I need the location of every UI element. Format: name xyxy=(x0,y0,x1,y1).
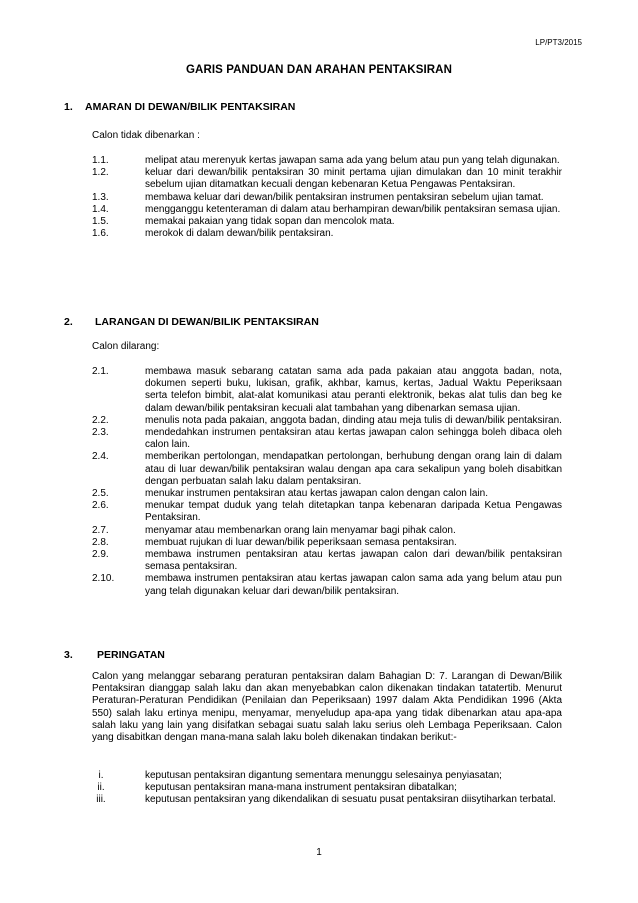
item-text: membuat rujukan di luar dewan/bilik peperiksaan semasa pentaksiran. xyxy=(145,536,457,548)
list-item xyxy=(92,537,562,549)
item-number: 1.1. xyxy=(92,155,109,166)
item-text: keputusan pentaksiran mana-mana instrument pentaksiran dibatalkan; xyxy=(145,782,457,794)
list-item xyxy=(92,415,562,427)
item-number: 2.10. xyxy=(92,573,115,585)
item-number: 2.6. xyxy=(92,500,109,512)
item-text: mengganggu ketenteraman di dalam atau berhampiran dewan/bilik pentaksiran semasa ujian. xyxy=(145,203,561,215)
list-item xyxy=(92,525,562,537)
item-number: ii. xyxy=(97,782,105,794)
section-number: 2. xyxy=(64,316,73,328)
item-number: 1.6. xyxy=(92,228,109,240)
section-title: LARANGAN DI DEWAN/BILIK PENTAKSIRAN xyxy=(95,316,319,328)
item-number: 2.9. xyxy=(92,549,109,561)
item-number: 1.4. xyxy=(92,203,109,215)
list-item xyxy=(92,228,562,240)
item-text: menukar instrumen pentaksiran atau kertas jawapan calon dengan calon lain. xyxy=(145,488,488,500)
section-title: PERINGATAN xyxy=(97,649,165,661)
section-2-intro: Calon dilarang: xyxy=(92,341,160,352)
item-number: 1.5. xyxy=(92,216,109,228)
section-1-list xyxy=(92,155,562,240)
item-text: menyamar atau membenarkan orang lain menyamar bagi pihak calon. xyxy=(145,524,456,536)
section-title: AMARAN DI DEWAN/BILIK PENTAKSIRAN xyxy=(85,101,296,113)
item-text: menulis nota pada pakaian, anggota badan, dinding atau meja tulis di dewan/bilik pentaksiran. xyxy=(145,414,562,426)
item-text: membawa instrumen pentaksiran atau kertas jawapan calon dari dewan/bilik pentaksiran semasa pentaksiran. xyxy=(145,549,562,573)
list-item xyxy=(92,204,562,216)
list-item xyxy=(92,488,562,500)
item-number: 1.2. xyxy=(92,167,109,179)
item-number: 2.5. xyxy=(92,488,109,500)
item-number: 2.8. xyxy=(92,536,109,548)
item-text: membawa instrumen pentaksiran atau kertas jawapan calon sama ada yang belum atau pun yang telah digunakan keluar dari dewan/bilik pentaksiran. xyxy=(145,573,562,597)
page-number: 1 xyxy=(316,847,322,858)
list-item xyxy=(92,366,562,415)
item-text: keluar dari dewan/bilik pentaksiran 30 minit pertama ujian dimulakan dan 10 minit terakhir sebelum ujian ditamatkan kecuali dengan kebenaran Ketua Pengawas Pentaksiran. xyxy=(145,167,562,191)
list-item xyxy=(92,573,562,597)
section-number: 1. xyxy=(64,101,73,113)
section-number: 3. xyxy=(64,649,73,661)
item-text: melipat atau merenyuk kertas jawapan sama ada yang belum atau pun yang telah digunakan. xyxy=(145,155,560,166)
list-item xyxy=(92,167,562,191)
list-item xyxy=(92,216,562,228)
list-item xyxy=(92,782,562,794)
page-title: GARIS PANDUAN DAN ARAHAN PENTAKSIRAN xyxy=(186,64,452,76)
list-item xyxy=(92,794,562,806)
item-text: membawa keluar dari dewan/bilik pentaksiran instrumen pentaksiran sebelum ujian tamat. xyxy=(145,191,544,203)
list-item xyxy=(92,500,562,524)
item-text: keputusan pentaksiran digantung sementara menunggu selesainya penyiasatan; xyxy=(145,770,502,781)
section-2-heading xyxy=(64,316,319,328)
item-number: 2.3. xyxy=(92,427,109,439)
item-number: iii. xyxy=(96,794,106,806)
list-item xyxy=(92,192,562,204)
item-text: keputusan pentaksiran yang dikendalikan di sesuatu pusat pentaksiran diisytiharkan terbatal. xyxy=(145,794,556,806)
list-item xyxy=(92,770,562,782)
list-item xyxy=(92,427,562,451)
item-number: 2.2. xyxy=(92,414,109,426)
item-text: memakai pakaian yang tidak sopan dan mencolok mata. xyxy=(145,216,395,228)
section-1-intro: Calon tidak dibenarkan : xyxy=(92,130,200,141)
section-1-heading xyxy=(64,101,295,113)
item-text: merokok di dalam dewan/bilik pentaksiran. xyxy=(145,228,334,240)
item-number: 2.4. xyxy=(92,451,109,463)
item-number: 2.1. xyxy=(92,366,109,377)
item-text: menukar tempat duduk yang telah ditetapkan tanpa kebenaran daripada Ketua Pengawas Pentaksiran. xyxy=(145,500,562,524)
document-code: LP/PT3/2015 xyxy=(535,38,582,47)
list-item xyxy=(92,451,562,488)
section-3-list xyxy=(92,770,562,807)
item-text: memberikan pertolongan, mendapatkan pertolongan, berhubung dengan orang lain di dalam atau di luar dewan/bilik pentaksiran walau dengan apa cara sekalipun yang boleh disabitkan dengan perbuatan salah laku dalam pentaksiran. xyxy=(145,451,562,487)
item-number: 2.7. xyxy=(92,524,109,536)
section-2-list xyxy=(92,366,562,598)
item-number: 1.3. xyxy=(92,191,109,203)
item-number: i. xyxy=(98,770,104,781)
list-item xyxy=(92,155,562,167)
list-item xyxy=(92,549,562,573)
section-3-paragraph: Calon yang melanggar sebarang peraturan pentaksiran dalam Bahagian D: 7. Larangan di Dewan/Bilik Pentaksiran dianggap salah laku dan akan menyebabkan calon dikenakan tindakan tatatertib. Menurut Peraturan-Peraturan Pendidikan (Penilaian dan Peperiksaan) 1997 dalam Akta Pendidikan 1996 (Akta 550) salah laku ertinya menipu, menyamar, menyeludup apa-apa yang tidak dibenarkan atau apa-apa salah laku yang lain yang disifatkan sebagai suatu salah laku serius oleh Lembaga Peperiksaan. Calon yang disabitkan dengan mana-mana salah laku boleh dikenakan tindakan berikut:- xyxy=(92,671,562,744)
item-text: mendedahkan instrumen pentaksiran atau kertas jawapan calon sehingga boleh dibaca oleh calon lain. xyxy=(145,427,562,451)
section-3-heading xyxy=(64,649,165,661)
item-text: membawa masuk sebarang catatan sama ada pada pakaian atau anggota badan, nota, dokumen seperti buku, lukisan, grafik, akhbar, kamus, kertas, Jadual Waktu Peperiksaan serta telefon bimbit, alat-alat komunikasi atau peranti elektronik, bekas alat tulis dan beg ke dalam dewan/bilik pentaksiran kecuali alat tambahan yang dibenarkan semasa ujian. xyxy=(145,366,562,414)
